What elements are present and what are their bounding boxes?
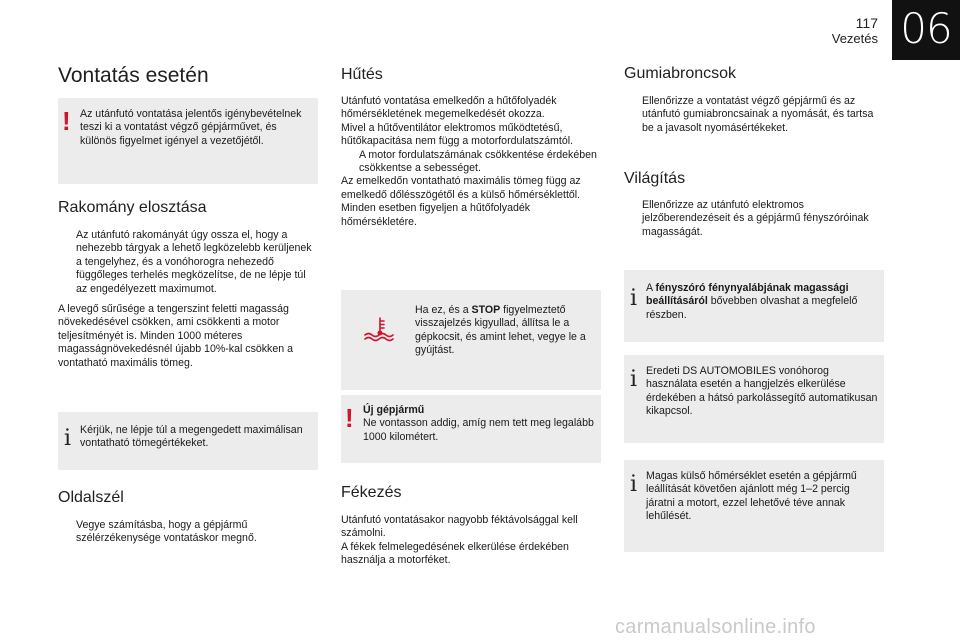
- info-icon: i: [64, 426, 72, 451]
- info-icon: i: [630, 367, 638, 392]
- new-car-title: Új gépjármű: [363, 404, 425, 416]
- crosswind-bullet: [58, 519, 318, 546]
- info-box-parking: [624, 355, 884, 443]
- section-title-lighting: Világítás: [624, 170, 686, 187]
- section-title-crosswind: Oldalszél: [58, 489, 124, 506]
- cooling-p3: Az emelkedőn vontatható maximális tömeg függ az emelkedő dőlésszögétől és a külső hőmérséklettől. Minden esetben figyeljen a hűtőfolyadék hőmérsékletére.: [341, 175, 581, 228]
- stop-bullet: [397, 304, 597, 358]
- cooling-p1: Utánfutó vontatása emelkedőn a hűtőfolyadék hőmérsékletének megemelkedését okozza.: [341, 95, 557, 121]
- cooling-bullet-text: A motor fordulatszámának csökkentése érdekében csökkentse a sebességet.: [359, 148, 597, 175]
- bullet-icon: [624, 199, 642, 239]
- bullet-icon: [58, 229, 76, 296]
- load-paragraph: A levegő sűrűsége a tengerszint feletti magasság növekedésével csökken, ami csökkenti a motor teljesítményét is. Minden 1000 méteres magasságnövekedésnél újabb 10%-kal csökken a vontatható maximális tömeg.: [58, 303, 293, 369]
- coolant-temperature-icon: [362, 316, 398, 342]
- new-car-text: [363, 404, 597, 444]
- bullet-icon: [397, 304, 415, 358]
- watermark: carmanualsonline.info: [615, 616, 816, 638]
- tyres-bullet: [624, 95, 886, 135]
- info-text-temperature: Magas külső hőmérséklet esetén a gépjármű leállítását követően ajánlott még 1–2 percig járatni a motort, ezzel lehetővé téve annak lehűlését.: [646, 470, 857, 523]
- section-title-brakes: Fékezés: [341, 484, 402, 501]
- warning-text: Az utánfutó vontatása jelentős igénybevételnek teszi ki a vontatást végző gépjárművet, és különös figyelmet igényel a vezetőjétől.: [80, 108, 302, 147]
- page-number: 117: [855, 15, 878, 31]
- warning-box: [58, 98, 318, 184]
- new-car-body: Ne vontasson addig, amíg nem tett meg legalább 1000 kilométert.: [363, 417, 594, 443]
- load-bullet-text: Az utánfutó rakományát úgy ossza el, hogy a nehezebb tárgyak a lehető legközelebb kerüljenek a tengelyhez, és a vonóhorogra nehezedő függőleges terhelés megközelítse, de ne lépje túl az engedélyezett maximumot.: [76, 229, 312, 295]
- info-box-weight: [58, 412, 318, 470]
- cooling-p2: Mivel a hűtőventilátor elektromos működtetésű, hűtőkapacitása nem függ a motorfordulatszámtól.: [341, 121, 574, 148]
- bullet-icon: [624, 95, 642, 135]
- new-car-box: [341, 395, 601, 463]
- lighting-bullet: [624, 199, 886, 239]
- load-bullet: [58, 229, 318, 296]
- info-text-parking: Eredeti DS AUTOMOBILES vonóhorog használata esetén a hangjelzés elkerülése érdekében a hátsó parkolássegítő automatikusan kikapcsol.: [646, 365, 878, 418]
- info-text-weight: Kérjük, ne lépje túl a megengedett maximálisan vontatható tömegértékeket.: [80, 424, 303, 450]
- bullet-icon: [341, 149, 359, 176]
- chapter-tab: 06: [892, 0, 960, 60]
- warning-icon: !: [345, 403, 354, 433]
- section-title-load: Rakomány elosztása: [58, 199, 207, 216]
- cooling-text: [341, 95, 603, 229]
- cooling-bullet: [341, 149, 603, 176]
- section-name: Vezetés: [831, 31, 878, 46]
- section-title-tyres: Gumiabroncsok: [624, 65, 737, 82]
- info-icon: i: [630, 472, 638, 497]
- brakes-p2: A fékek felmelegedésének elkerülése érdekében használja a motorféket.: [341, 540, 569, 567]
- crosswind-bullet-text: Vegye számításba, hogy a gépjármű szélérzékenysége vontatáskor megnő.: [76, 519, 257, 545]
- info-box-headlamp: [624, 270, 884, 342]
- section-title-cooling: Hűtés: [341, 66, 383, 83]
- lighting-bullet-text: Ellenőrizze az utánfutó elektromos jelzőberendezéseit és a gépjármű fényszóróinak magasságát.: [642, 199, 869, 238]
- tyres-bullet-text: Ellenőrizze a vontatást végző gépjármű és az utánfutó gumiabroncsainak a nyomását, és tartsa be a javasolt nyomásértékeket.: [642, 95, 874, 134]
- info-icon: i: [630, 286, 638, 311]
- page-header: [832, 16, 878, 46]
- page-title: Vontatás esetén: [58, 64, 209, 87]
- brakes-text: [341, 514, 603, 568]
- brakes-p1: Utánfutó vontatásakor nagyobb féktávolsággal kell számolni.: [341, 514, 578, 540]
- warning-icon: !: [62, 106, 71, 136]
- info-box-temperature: [624, 460, 884, 552]
- bullet-icon: [58, 519, 76, 546]
- stop-text: Ha ez, és a STOP figyelmeztető visszajelzés kigyullad, állítsa le a gépkocsit, és amint lehet, vegye le a gyújtást.: [415, 304, 586, 357]
- info-text-headlamp: A fényszóró fénynyalábjának magassági beállításáról bővebben olvashat a megfelelő részben.: [646, 282, 858, 321]
